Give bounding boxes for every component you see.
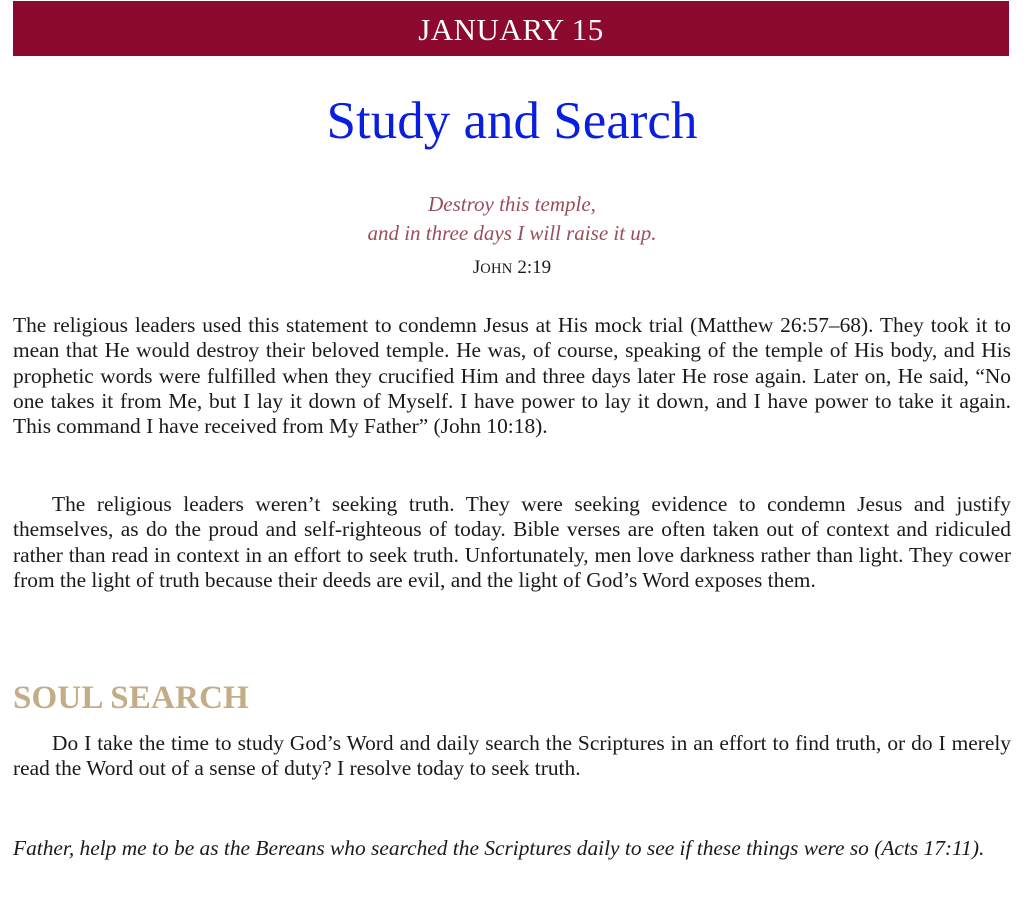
reference-chapter-verse: 2:19: [512, 257, 552, 278]
scripture-reference: [0, 255, 1024, 282]
scripture-verse: [0, 190, 1024, 248]
date-banner: [13, 1, 1009, 56]
page-title: Study and Search: [326, 92, 698, 150]
verse-line-2: and in three days I will raise it up.: [367, 221, 657, 245]
reference-book-rest: OHN: [480, 261, 513, 277]
body-paragraph-1: The religious leaders used this statement to condemn Jesus at His mock trial (Matthew 26:57–68). They took it to mean that He would destroy their beloved temple. He was, of course, speaking of the temple of His body, and His prophetic words were fulfilled when they crucified Him and three days later He rose again. Later on, He said, “No one takes it from Me, but I lay it down of Myself. I have power to lay it down, and I have power to take it again. This command I have received from My Father” (John 10:18).: [13, 313, 1011, 439]
soul-search-paragraph: Do I take the time to study God’s Word and daily search the Scriptures in an effort to find truth, or do I merely read the Word out of a sense of duty? I resolve today to seek truth.: [13, 731, 1011, 781]
verse-line-1: Destroy this temple,: [428, 192, 596, 216]
body-paragraph-2: The religious leaders weren’t seeking truth. They were seeking evidence to condemn Jesus and justify themselves, as do the proud and self-righteous of today. Bible verses are often taken out of context and ridiculed rather than read in context in an effort to seek truth. Unfortunately, men love darkness rather than light. They cower from the light of truth because their deeds are evil, and the light of God’s Word exposes them.: [13, 492, 1011, 592]
soul-search-heading: SOUL SEARCH: [13, 680, 250, 716]
prayer-text: Father, help me to be as the Bereans who searched the Scriptures daily to see if these things were so (Acts 17:11).: [13, 836, 985, 860]
date-label: JANUARY 15: [418, 12, 604, 47]
reference-initial: J: [472, 257, 481, 278]
